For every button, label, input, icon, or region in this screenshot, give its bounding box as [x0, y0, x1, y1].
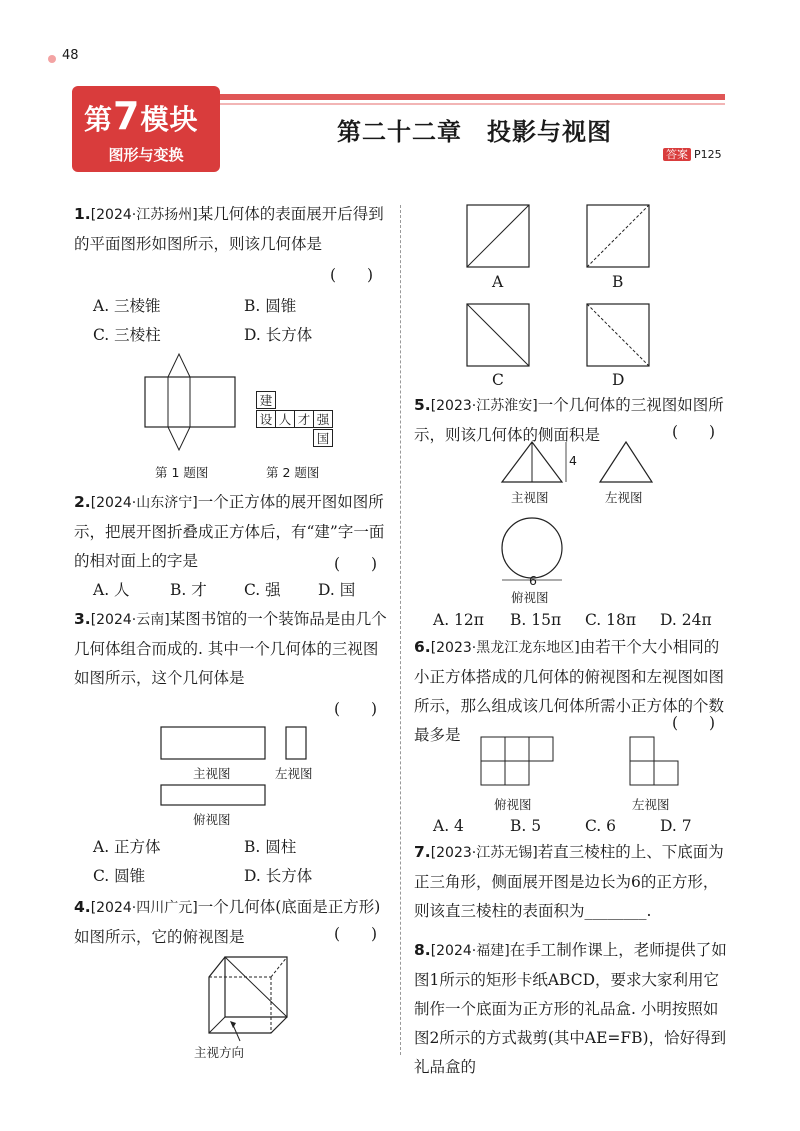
- net-cell: 人: [275, 410, 295, 428]
- module-title: 第7模块: [84, 94, 199, 138]
- net-cell: 才: [294, 410, 314, 428]
- column-divider: [400, 205, 401, 1055]
- q6-option-a: A. 4: [433, 817, 464, 835]
- q1-net-figure: [140, 352, 240, 452]
- question-5: 5.[2023·江苏淮安]一个几何体的三视图如图所示，则该几何体的侧面积是: [414, 396, 724, 444]
- q6-views-figure: [480, 736, 680, 790]
- q6-top-label: 俯视图: [494, 797, 532, 812]
- q2-figure-caption: 第 2 题图: [266, 465, 320, 480]
- q1-option-b: B. 圆锥: [244, 297, 297, 315]
- header-bar-thin: [220, 103, 725, 105]
- answer-paren: ( ): [672, 423, 716, 441]
- q6-option-b: B. 5: [510, 817, 542, 835]
- q5-front-label: 主视图: [511, 490, 549, 505]
- q5-views-figure: [500, 440, 680, 590]
- q3-option-d: D. 长方体: [244, 867, 313, 885]
- question-4: 4.[2024·四川广元]一个几何体(底面是正方形)如图所示，它的俯视图是: [74, 898, 381, 946]
- q5-width-label: 6: [529, 573, 537, 588]
- q5-option-a: A. 12π: [433, 611, 484, 629]
- q5-height-label: 4: [569, 453, 577, 468]
- answer-paren: ( ): [334, 925, 378, 943]
- answer-paren: ( ): [334, 700, 378, 718]
- net-cell: 强: [313, 410, 333, 428]
- module-badge: [72, 86, 220, 172]
- question-6: 6.[2023·黑龙江龙东地区]由若干个大小相同的小正方体搭成的几何体的俯视图和左视图如图所示，那么组成该几何体所需小正方体的个数最多是: [414, 638, 725, 744]
- q2-option-d: D. 国: [318, 581, 356, 599]
- q1-option-a: A. 三棱锥: [93, 297, 161, 315]
- q1-option-d: D. 长方体: [244, 326, 313, 344]
- q2-option-a: A. 人: [93, 581, 130, 599]
- q6-option-c: C. 6: [585, 817, 617, 835]
- question-2: 2.[2024·山东济宁]一个正方体的展开图如图所示，把展开图折叠成正方体后，有“建”字一面的相对面上的字是: [74, 493, 385, 570]
- q6-side-label: 左视图: [632, 797, 670, 812]
- q1-option-c: C. 三棱柱: [93, 326, 161, 344]
- answer-paren: ( ): [672, 714, 716, 732]
- answer-ref: 答案 P125: [663, 146, 722, 162]
- net-cell: 国: [313, 429, 333, 447]
- q4-choice-a-label: A: [492, 273, 504, 291]
- q2-option-b: B. 才: [170, 581, 207, 599]
- q5-option-d: D. 24π: [660, 611, 712, 629]
- q3-top-label: 俯视图: [193, 812, 231, 827]
- question-1: 1.[2024·江苏扬州]某几何体的表面展开后得到的平面图形如图所示，则该几何体是: [74, 205, 384, 253]
- page-number: 48: [62, 48, 79, 63]
- q6-option-d: D. 7: [660, 817, 692, 835]
- question-7: 7.[2023·江苏无锡]若直三棱柱的上、下底面为正三角形，侧面展开图是边长为6的正方形，则该直三棱柱的表面积为________.: [414, 843, 724, 920]
- net-cell: 建: [256, 391, 276, 409]
- q3-front-label: 主视图: [193, 766, 231, 781]
- q4-view-direction-label: 主视方向: [194, 1045, 245, 1060]
- q4-choice-d-label: D: [612, 371, 625, 389]
- q3-option-b: B. 圆柱: [244, 838, 297, 856]
- question-8: 8.[2024·福建]在手工制作课上，老师提供了如图1所示的矩形卡纸ABCD，要求大家利用它制作一个底面为正方形的礼品盒. 小明按照如图2所示的方式裁剪(其中AE=FB)，恰好得到礼品盒的: [414, 941, 727, 1076]
- q3-option-c: C. 圆锥: [93, 867, 146, 885]
- header-bar: [220, 94, 725, 100]
- q4-choice-c-label: C: [492, 371, 504, 389]
- net-cell: 设: [256, 410, 276, 428]
- q2-net-figure: [256, 391, 356, 461]
- q5-option-c: C. 18π: [585, 611, 637, 629]
- page-dot: [48, 55, 56, 63]
- q4-choice-b-label: B: [612, 273, 624, 291]
- q5-option-b: B. 15π: [510, 611, 562, 629]
- q2-option-c: C. 强: [244, 581, 281, 599]
- q4-solid-figure: [205, 955, 305, 1035]
- q1-figure-caption: 第 1 题图: [155, 465, 209, 480]
- q5-side-label: 左视图: [605, 490, 643, 505]
- q3-side-label: 左视图: [275, 766, 313, 781]
- answer-paren: ( ): [330, 266, 374, 284]
- q3-option-a: A. 正方体: [93, 838, 161, 856]
- question-3: 3.[2024·云南]某图书馆的一个装饰品是由几个几何体组合而成的. 其中一个几何体的三视图如图所示，这个几何体是: [74, 610, 387, 687]
- module-subtitle: 图形与变换: [108, 146, 184, 164]
- chapter-title: 第二十二章 投影与视图: [337, 118, 612, 146]
- answer-paren: ( ): [334, 555, 378, 573]
- q5-top-label: 俯视图: [511, 590, 549, 605]
